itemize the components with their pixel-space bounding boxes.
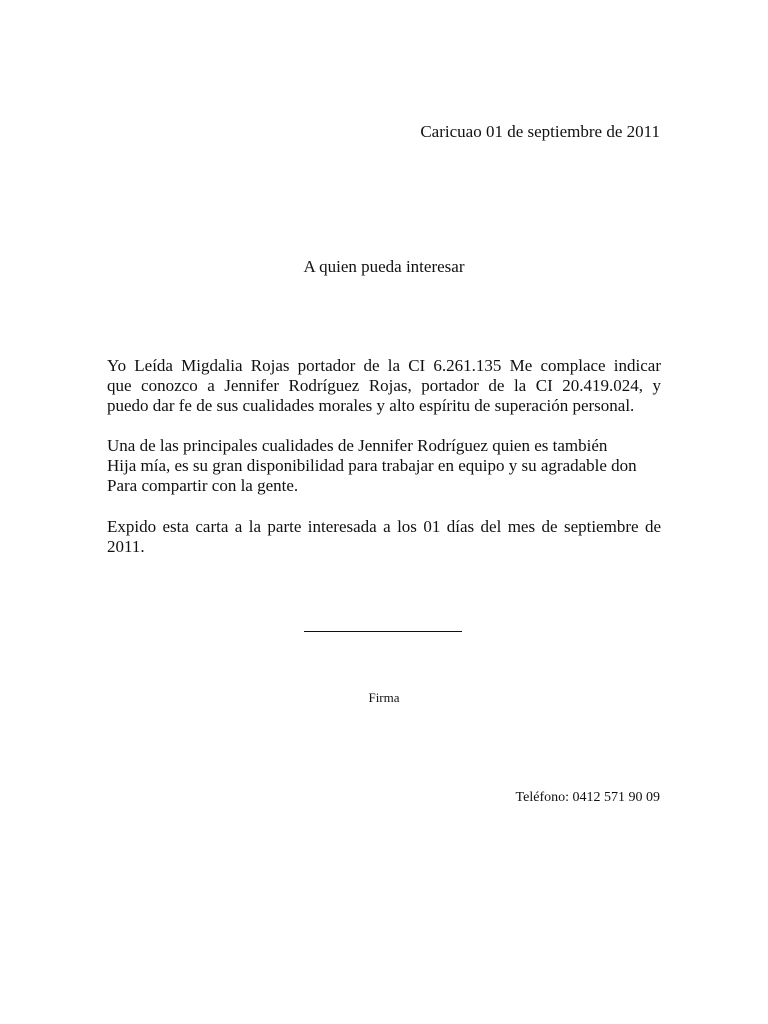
paragraph-line: puedo dar fe de sus cualidades morales y alto espíritu de superación personal. [107,396,635,415]
salutation: A quien pueda interesar [303,257,465,276]
paragraph-line: Para compartir con la gente. [107,476,299,495]
paragraph-line: que conozco a Jennifer Rodríguez Rojas, portador de la CI 20.419.024, y [107,376,661,395]
paragraph-introduction [107,356,661,416]
phone-line: Teléfono: 0412 571 90 09 [515,790,660,805]
signature-line [304,631,462,632]
paragraph-line: Una de las principales cualidades de Jennifer Rodríguez quien es también [107,436,608,455]
paragraph-line: 2011. [107,537,145,556]
paragraph-qualities [107,436,661,496]
paragraph-line: Hija mía, es su gran disponibilidad para trabajar en equipo y su agradable don [107,456,637,475]
paragraph-line: Yo Leída Migdalia Rojas portador de la CI 6.261.135 Me complace indicar [107,356,661,375]
paragraph-line: Expido esta carta a la parte interesada a los 01 días del mes de septiembre de [107,517,661,536]
signature-label: Firma [368,690,400,705]
date-line: Caricuao 01 de septiembre de 2011 [420,122,660,141]
paragraph-closing [107,517,661,557]
